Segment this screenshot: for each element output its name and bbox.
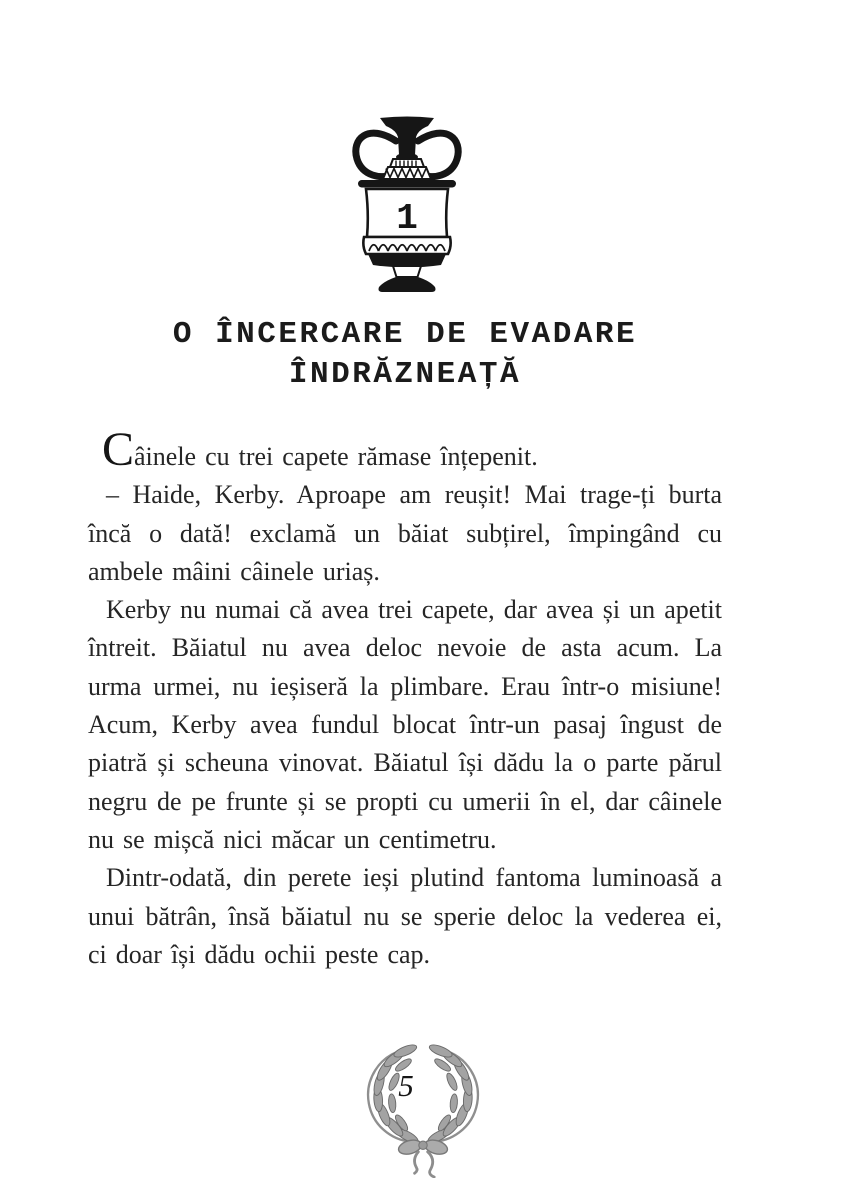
body-text	[88, 423, 722, 974]
vase-shoulder	[358, 180, 456, 188]
chapter-number: 1	[396, 198, 418, 239]
page-number-ornament	[353, 1036, 493, 1178]
paragraph: – Haide, Kerby. Aproape am reușit! Mai trage-ți burta încă o dată! exclamă un băiat subțirel, împingând cu ambele mâini câinele uriaș.	[88, 480, 722, 586]
chapter-title-line2: ÎNDRĂZNEAȚĂ	[288, 357, 522, 392]
vase-stem	[393, 266, 421, 277]
laurel-wreath-icon	[353, 1036, 493, 1178]
paragraph: Kerby nu numai că avea trei capete, dar avea și un apetit întreit. Băiatul nu avea deloc nevoie de asta acum. La urma urmei, nu ieșiseră la plimbare. Erau într-o misiune! Acum, Kerby avea fundul blocat într-un pasaj îngust de piatră și scheuna vinovat. Băiatul își dădu la o parte părul negru de pe frunte și se propti cu umerii în el, dar câinele nu se mișcă nici măcar un centimetru.	[88, 595, 722, 854]
greek-amphora-icon	[351, 114, 463, 294]
chapter-vase-ornament	[351, 114, 463, 294]
paragraph: Dintr-odată, din perete ieși plutind fantoma luminoasă a unui bătrân, însă băiatul nu se sperie deloc la vederea ei, ci doar își dădu ochii peste cap.	[88, 863, 722, 969]
vase-tick-band	[390, 159, 424, 167]
chapter-title-line1: O ÎNCERCARE DE EVADARE	[172, 317, 638, 352]
drop-cap: C	[102, 423, 135, 476]
wreath-ribbon-bow	[397, 1138, 449, 1177]
vase-foot	[379, 277, 436, 292]
page-number: 5	[398, 1068, 414, 1103]
paragraph: Câinele cu trei capete rămase înțepenit.	[102, 423, 538, 476]
chapter-title	[88, 315, 722, 395]
